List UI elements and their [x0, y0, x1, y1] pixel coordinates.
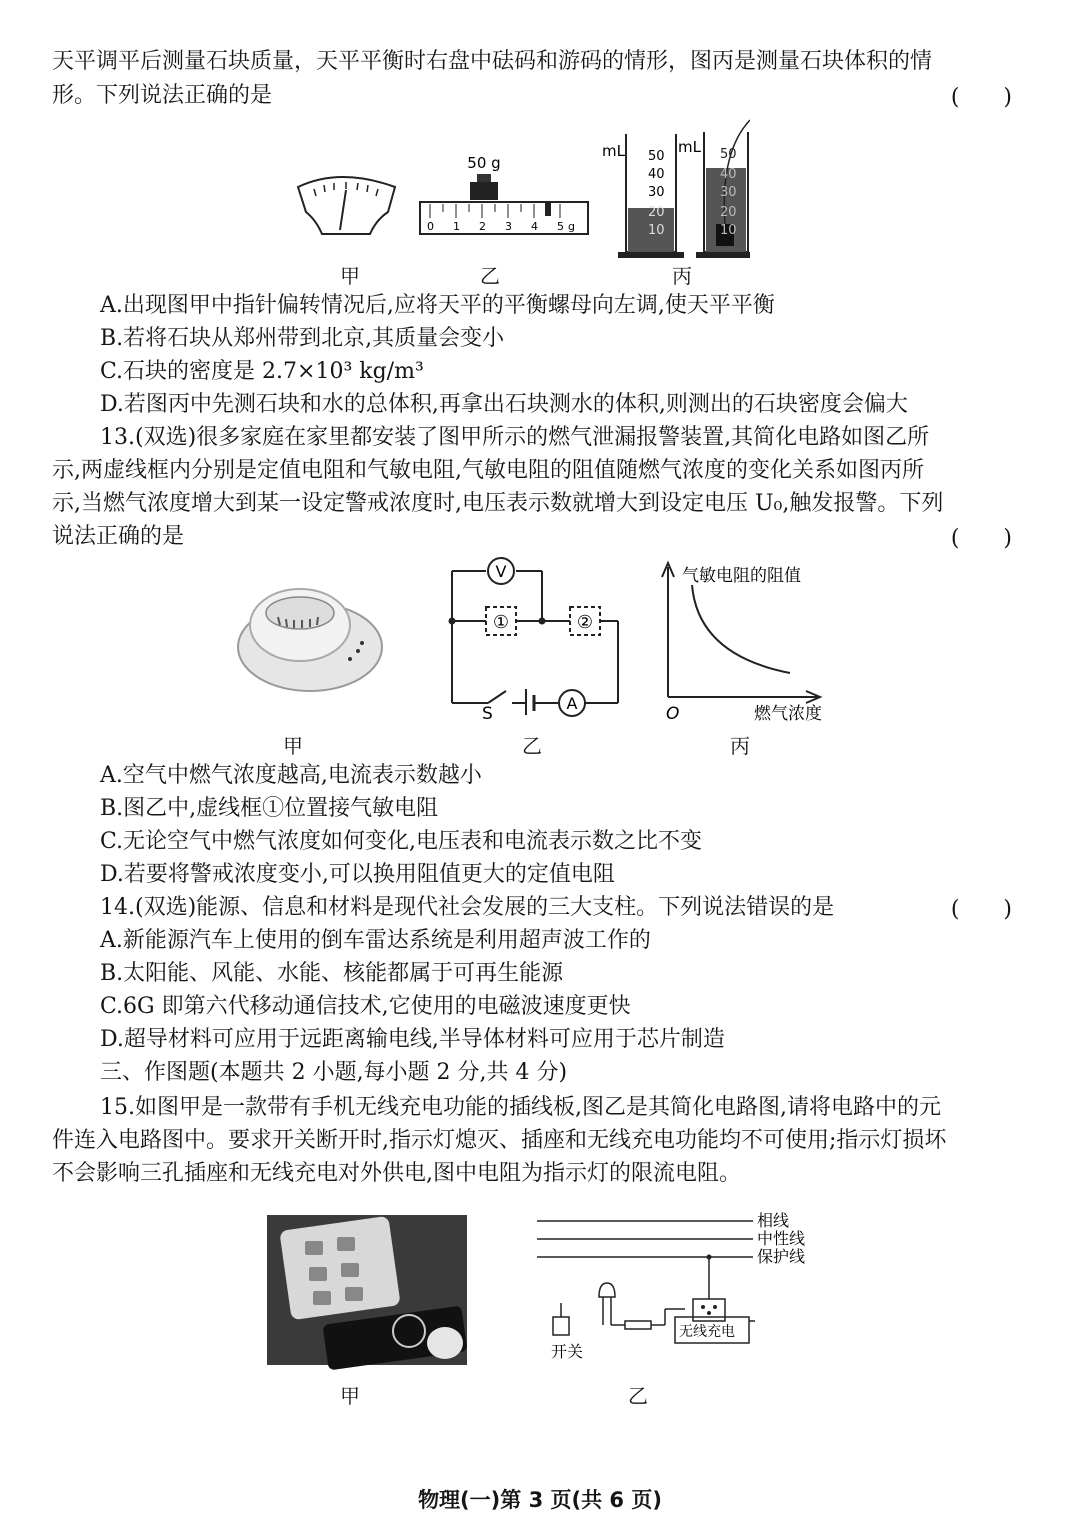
- ammeter-label: A: [566, 694, 578, 713]
- gas-alarm-circuit: [452, 558, 618, 716]
- q15-caption-jia: 甲: [340, 1384, 360, 1408]
- q12-option-a: A.出现图甲中指针偏转情况后,应将天平的平衡螺母向左调,使天平平衡: [100, 293, 775, 318]
- cyl1-tick-20: 20: [648, 205, 665, 220]
- cyl2-tick-30: 30: [720, 185, 737, 200]
- q15-caption-yi: 乙: [628, 1384, 648, 1408]
- q14-option-a: A.新能源汽车上使用的倒车雷达系统是利用超声波工作的: [100, 928, 651, 953]
- q13-stem-line2: 示,两虚线框内分别是定值电阻和气敏电阻,气敏电阻的阻值随燃气浓度的变化关系如图丙所: [52, 458, 924, 483]
- q14-answer-paren: ( ): [950, 897, 1012, 922]
- switch-label: 开关: [551, 1342, 584, 1361]
- cyl2-unit: mL: [678, 138, 701, 156]
- cyl2-tick-50: 50: [720, 147, 737, 162]
- q15-stem-line3: 不会影响三孔插座和无线充电对外供电,图中电阻为指示灯的限流电阻。: [52, 1161, 741, 1186]
- q12-caption-bing: 丙: [672, 264, 692, 288]
- scale-unit-g: g: [568, 220, 575, 233]
- graph-origin: O: [666, 704, 680, 724]
- q13-option-b: B.图乙中,虚线框①位置接气敏电阻: [100, 796, 439, 821]
- cyl1-tick-50: 50: [648, 149, 665, 164]
- q14-option-b: B.太阳能、风能、水能、核能都属于可再生能源: [100, 961, 564, 986]
- cyl2-tick-20: 20: [720, 205, 737, 220]
- graph-ylabel: 气敏电阻的阻值: [682, 566, 801, 586]
- q13-option-c: C.无论空气中燃气浓度如何变化,电压表和电流表示数之比不变: [100, 829, 703, 854]
- cyl2-tick-40: 40: [720, 167, 737, 182]
- q13-figure: [230, 555, 850, 735]
- q12-option-d: D.若图丙中先测石块和水的总体积,再拿出石块测水的体积,则测出的石块密度会偏大: [100, 392, 908, 417]
- power-strip-photo: [267, 1215, 468, 1371]
- neutral-wire-label: 中性线: [757, 1229, 806, 1248]
- cyl1-tick-30: 30: [648, 185, 665, 200]
- q13-caption-bing: 丙: [730, 734, 750, 758]
- q13-caption-yi: 乙: [522, 734, 542, 758]
- scale-tick-1: 1: [453, 220, 460, 233]
- q13-caption-jia: 甲: [283, 734, 303, 758]
- wireless-charging-label: 无线充电: [679, 1324, 735, 1340]
- gas-detector-icon: [238, 589, 382, 691]
- scale-tick-0: 0: [427, 220, 434, 233]
- q12-caption-jia: 甲: [340, 264, 360, 288]
- graduated-cylinders: [602, 120, 750, 258]
- q12-stem-line1: 天平调平后测量石块质量，天平平衡时右盘中砝码和游码的情形，图丙是测量石块体积的情: [52, 49, 933, 74]
- weight-and-scale: [420, 154, 588, 234]
- live-wire-label: 相线: [757, 1211, 790, 1230]
- q12-option-c: C.石块的密度是 2.7×10³ kg/m³: [100, 359, 424, 384]
- cyl1-tick-40: 40: [648, 167, 665, 182]
- weight-label: 50 g: [467, 154, 501, 172]
- q13-stem-line4: 说法正确的是: [52, 524, 185, 549]
- q12-stem-line2: 形。下列说法正确的是: [52, 83, 273, 108]
- q14-stem: 14.(双选)能源、信息和材料是现代社会发展的三大支柱。下列说法错误的是: [100, 895, 835, 920]
- page-footer: 物理(一)第 3 页(共 6 页): [418, 1488, 662, 1512]
- switch-label: S: [482, 704, 493, 724]
- q15-figure: [265, 1205, 825, 1375]
- balance-dial-icon: [298, 177, 395, 234]
- q13-option-a: A.空气中燃气浓度越高,电流表示数越小: [100, 763, 482, 788]
- section-3-heading: 三、作图题(本题共 2 小题,每小题 2 分,共 4 分): [100, 1060, 568, 1085]
- q12-caption-yi: 乙: [480, 264, 500, 288]
- q13-answer-paren: ( ): [950, 526, 1012, 551]
- resistance-concentration-graph: [662, 563, 822, 724]
- scale-tick-5: 5: [557, 220, 564, 233]
- q13-stem-line1: 13.(双选)很多家庭在家里都安装了图甲所示的燃气泄漏报警装置,其简化电路如图乙所: [100, 425, 930, 450]
- cyl2-tick-10: 10: [720, 223, 737, 238]
- cyl1-tick-10: 10: [648, 223, 665, 238]
- q14-option-c: C.6G 即第六代移动通信技术,它使用的电磁波速度更快: [100, 994, 631, 1019]
- cyl1-unit: mL: [602, 142, 625, 160]
- q14-option-d: D.超导材料可应用于远距离输电线,半导体材料可应用于芯片制造: [100, 1027, 725, 1052]
- scale-tick-4: 4: [531, 220, 538, 233]
- q13-stem-line3: 示,当燃气浓度增大到某一设定警戒浓度时,电压表示数就增大到设定电压 U₀,触发报警。下列: [52, 491, 944, 516]
- q12-answer-paren: ( ): [950, 85, 1012, 110]
- q13-option-d: D.若要将警戒浓度变小,可以换用阻值更大的定值电阻: [100, 862, 615, 887]
- q12-option-b: B.若将石块从郑州带到北京,其质量会变小: [100, 326, 505, 351]
- q15-stem-line2: 件连入电路图中。要求开关断开时,指示灯熄灭、插座和无线充电功能均不可使用;指示灯损坏: [52, 1128, 947, 1153]
- box1-label: ①: [492, 612, 510, 633]
- scale-tick-3: 3: [505, 220, 512, 233]
- box2-label: ②: [576, 612, 594, 633]
- q15-stem-line1: 15.如图甲是一款带有手机无线充电功能的插线板,图乙是其简化电路图,请将电路中的元: [100, 1095, 941, 1120]
- graph-xlabel: 燃气浓度: [754, 704, 822, 724]
- voltmeter-label: V: [495, 562, 507, 581]
- scale-tick-2: 2: [479, 220, 486, 233]
- ground-wire-label: 保护线: [757, 1247, 806, 1266]
